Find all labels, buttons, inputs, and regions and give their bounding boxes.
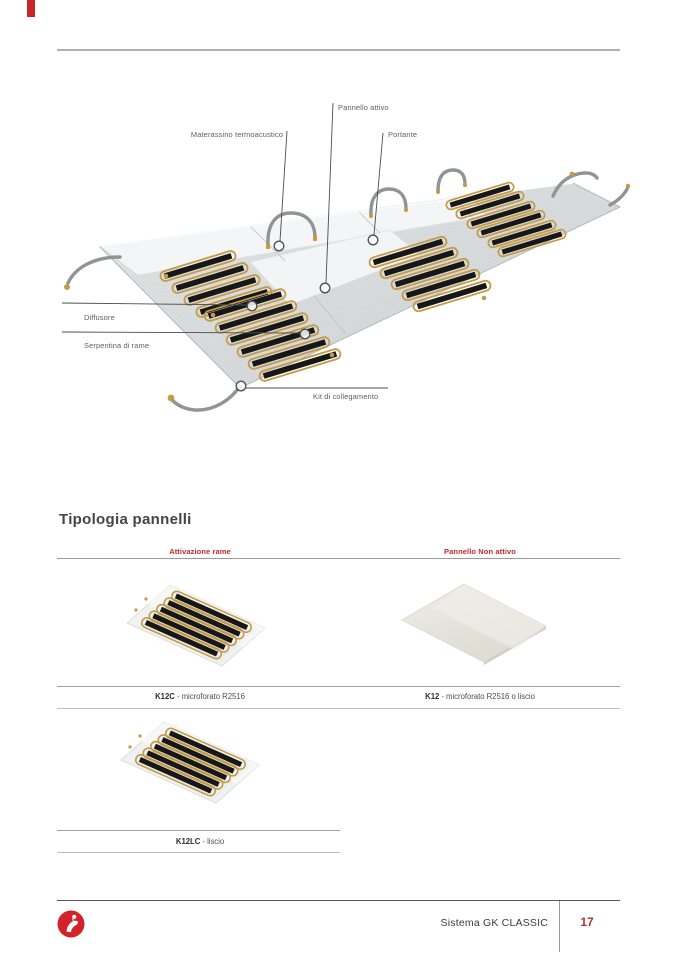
panel-code: K12 — [425, 692, 440, 701]
callout-label-kit-collegamento: Kit di collegamento — [313, 392, 379, 401]
callout-label-serpentina: Serpentina di rame — [84, 341, 150, 350]
caption-row2-bottom-rule — [57, 852, 340, 853]
circle-marker-diffusore — [247, 301, 257, 311]
caption-row1-bottom-rule — [57, 708, 620, 709]
ceiling-system-illustration — [62, 103, 630, 410]
circle-marker-serpentina — [300, 329, 310, 339]
caption-k12lc — [60, 837, 340, 846]
panel-desc: - microforato R2516 — [174, 692, 245, 701]
section-title: Tipologia pannelli — [59, 511, 192, 528]
panel-desc: - microforato R2516 o liscio — [439, 692, 535, 701]
column-header-rule — [57, 558, 620, 559]
caption-k12c — [60, 692, 340, 701]
column-header-attivazione-rame: Attivazione rame — [169, 547, 231, 556]
caption-row2-top-rule — [57, 830, 340, 831]
panel-code: K12LC — [175, 837, 201, 846]
callout-label-pannello-attivo: Pannello attivo — [338, 103, 389, 112]
column-header-pannello-non-attivo: Pannello Non attivo — [444, 547, 516, 556]
brand-logo — [58, 911, 85, 938]
footer-product-name: Sistema GK CLASSIC — [440, 917, 548, 929]
panel-image-k12c — [127, 585, 265, 666]
callout-label-diffusore: Diffusore — [84, 313, 115, 322]
footer-page-divider — [559, 901, 560, 952]
circle-marker-kit — [236, 381, 246, 391]
circle-marker-portante — [368, 235, 378, 245]
panel-code: K12C — [155, 692, 175, 701]
panel-image-k12lc — [121, 722, 259, 803]
circle-marker-materassino — [274, 241, 284, 251]
caption-k12 — [340, 692, 620, 701]
callout-label-materassino: Materassino termoacustico — [190, 130, 283, 139]
page-number: 17 — [580, 915, 594, 929]
panel-image-k12 — [402, 584, 546, 665]
circle-marker-pannello-attivo — [320, 283, 330, 293]
caption-row1-top-rule — [57, 686, 620, 687]
callout-label-portante: Portante — [388, 130, 418, 139]
footer-rule — [57, 900, 620, 901]
panel-desc: - liscio — [200, 837, 225, 846]
